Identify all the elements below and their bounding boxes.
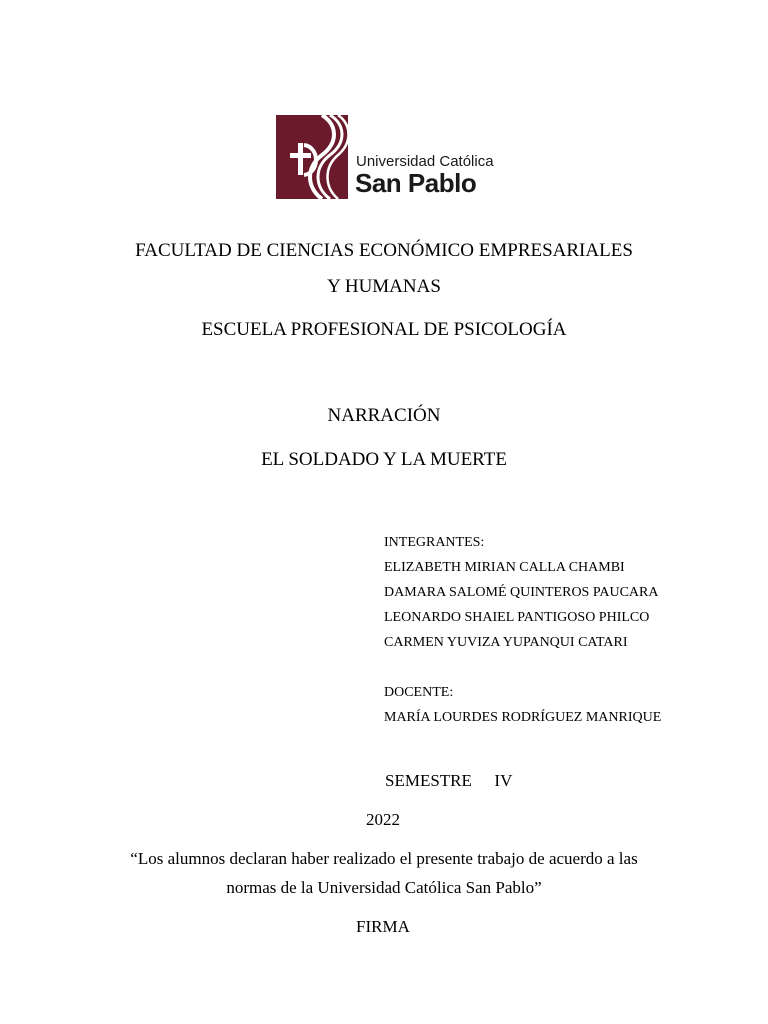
semester-label: SEMESTRE [385, 771, 472, 790]
signature-label: FIRMA [356, 917, 410, 936]
declaration-line1: “Los alumnos declaran haber realizado el presente trabajo de acuerdo a las [130, 849, 638, 868]
semester [385, 771, 512, 791]
members-heading: INTEGRANTES: [384, 535, 485, 550]
university-emblem-icon [276, 115, 356, 199]
teacher-name: MARÍA LOURDES RODRÍGUEZ MANRIQUE [384, 710, 662, 725]
declaration-line2: normas de la Universidad Católica San Pablo” [226, 878, 542, 897]
faculty-line1: FACULTAD DE CIENCIAS ECONÓMICO EMPRESARIALES [135, 240, 633, 261]
faculty-line2: Y HUMANAS [327, 276, 441, 297]
semester-value: IV [494, 771, 513, 790]
member-name: DAMARA SALOMÉ QUINTEROS PAUCARA [384, 585, 659, 600]
work-type: NARRACIÓN [327, 405, 441, 426]
school-name: ESCUELA PROFESIONAL DE PSICOLOGÍA [201, 319, 567, 340]
member-name: CARMEN YUVIZA YUPANQUI CATARI [384, 635, 628, 650]
logo-text-line1: Universidad Católica [356, 153, 494, 170]
work-title: EL SOLDADO Y LA MUERTE [261, 449, 507, 470]
year: 2022 [366, 810, 400, 829]
member-name: ELIZABETH MIRIAN CALLA CHAMBI [384, 560, 625, 575]
member-name: LEONARDO SHAIEL PANTIGOSO PHILCO [384, 610, 650, 625]
logo-text-line2: San Pablo [355, 168, 477, 198]
teacher-heading: DOCENTE: [384, 685, 454, 700]
